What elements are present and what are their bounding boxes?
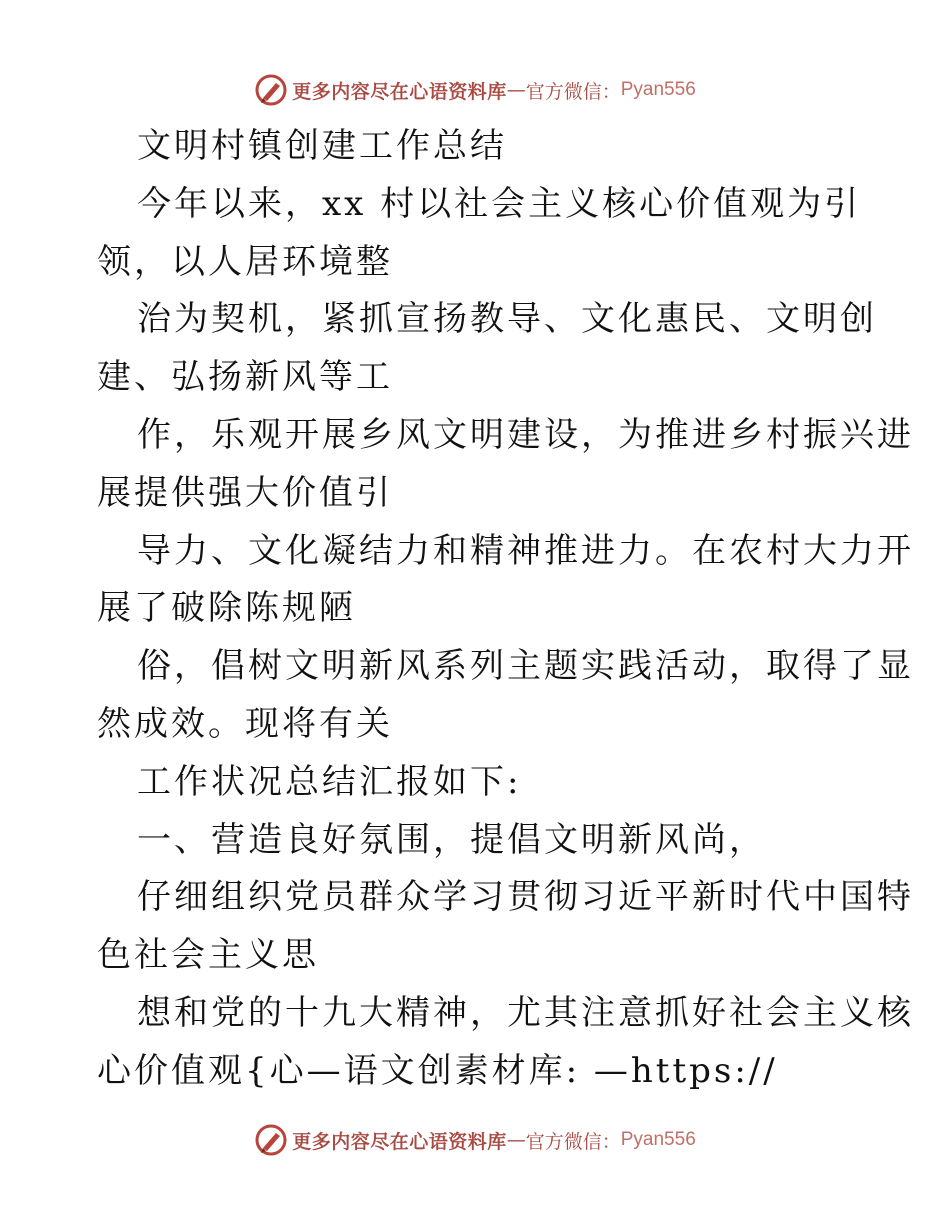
banner-wechat-id: Pyan556 [620, 79, 696, 100]
text-line: 工作状况总结汇报如下: [137, 761, 522, 802]
text-line: 治为契机，紧抓宣扬教导、文化惠民、文明创 [137, 299, 877, 340]
banner-official-label: 官方微信： [525, 1130, 621, 1153]
text-line: 色社会主义思 [97, 935, 319, 976]
text-line: 一、营造良好氛围，提倡文明新风尚， [137, 819, 766, 860]
text-line: 展提供强大价值引 [97, 472, 393, 513]
text-line: 想和党的十九大精神，尤其注意抓好社会主义核 [137, 992, 914, 1033]
text-line: 展了破除陈规陋 [97, 588, 356, 629]
text-line: 今年以来，xx 村以社会主义核心价值观为引 [137, 183, 862, 224]
pen-logo-icon [254, 73, 288, 107]
banner-wechat-id: Pyan556 [620, 1129, 696, 1150]
text-line: 然成效。现将有关 [97, 703, 393, 744]
text-line: 导力、文化凝结力和精神推进力。在农村大力开 [137, 530, 914, 571]
banner-dash: — [506, 79, 526, 101]
banner-dash: — [506, 1129, 526, 1151]
footer-banner [0, 1120, 950, 1160]
text-line: 心价值观{心—语文创素材库: —https:// [97, 1050, 778, 1091]
banner-official-label: 官方微信： [525, 80, 621, 103]
banner-text: 更多内容尽在心语资料库 [292, 80, 507, 103]
text-line: 仔细组织党员群众学习贯彻习近平新时代中国特 [137, 877, 914, 918]
banner-text: 更多内容尽在心语资料库 [292, 1130, 507, 1153]
text-line: 作，乐观开展乡风文明建设，为推进乡村振兴进 [137, 414, 914, 455]
text-line: 俗，倡树文明新风系列主题实践活动，取得了显 [137, 646, 914, 687]
text-line: 领，以人居环境整 [97, 241, 393, 282]
document-body [97, 118, 914, 1101]
pen-logo-icon [254, 1123, 288, 1157]
text-line: 建、弘扬新风等工 [97, 357, 393, 398]
text-line: 文明村镇创建工作总结 [137, 126, 507, 166]
header-banner [0, 70, 950, 110]
